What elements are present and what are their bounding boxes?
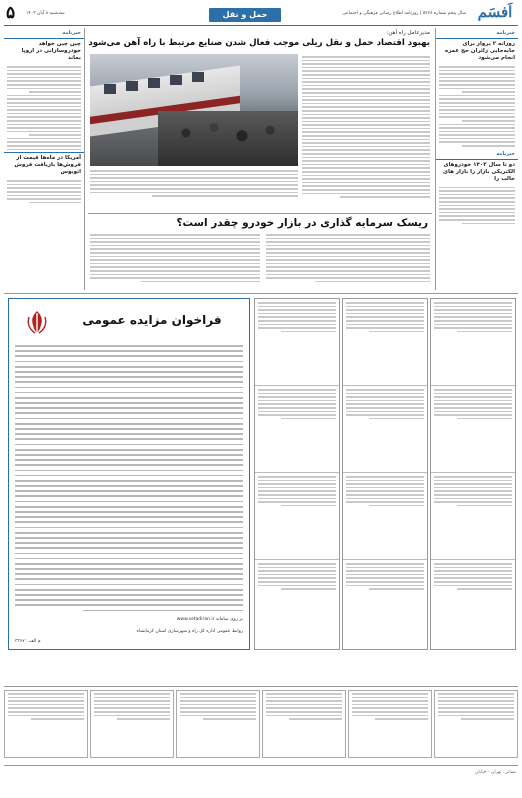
- second-headline: ریسک سرمایه گذاری در بازار خودرو چقدر است؟: [176, 217, 428, 229]
- bottom-rule: [4, 765, 518, 766]
- lead-body: [302, 56, 430, 200]
- right-column-kicker-2: خبرنامه: [436, 149, 518, 160]
- right-column-kicker: خبرنامه: [436, 28, 518, 39]
- crowd-image: [158, 111, 298, 166]
- footer-note: نشانی: تهران - خیابان: [475, 770, 516, 775]
- second-story-header: [88, 213, 432, 232]
- lead-photo: [90, 54, 298, 166]
- footer-ad-2: [90, 690, 174, 758]
- footer-ads: [4, 686, 518, 761]
- issue-date: سه‌شنبه ۸ آبان ۱۴۰۳: [26, 11, 65, 16]
- lead-headline: بهبود اقتصاد حمل و نقل ریلی موجب فعال شدن صنایع مرتبط با راه آهن می‌شود: [88, 38, 430, 48]
- notice-footer: روابط عمومی اداره کل راه و شهرسازی استان کرمانشاه: [136, 629, 243, 634]
- footer-ad-5: [348, 690, 432, 758]
- masthead: [4, 3, 518, 26]
- newspaper-logo: اَفسَم: [477, 3, 513, 21]
- left-column-title-2: آمریکا در ماه‌ها قیمت از فروش‌ها بازیافت فروش اتوبوس: [4, 152, 84, 178]
- left-column-body-2: [7, 180, 81, 203]
- right-column-title: روزانه ۲ پرواز برای جابه‌جایی زائران حج عمره انجام می‌شود: [445, 41, 515, 61]
- left-column-body: [7, 66, 81, 150]
- right-news-column: [435, 28, 518, 290]
- ad-column-2: [342, 298, 428, 650]
- footer-ad-3: [176, 690, 260, 758]
- notice-title: فراخوان مزایده عمومی: [82, 313, 222, 327]
- right-column-body-2: [439, 187, 515, 225]
- left-column-kicker: خبرنامه: [4, 28, 84, 39]
- left-news-column: [4, 28, 85, 290]
- lead-body-under-photo: [90, 170, 298, 199]
- footer-ad-6: [434, 690, 518, 758]
- ad-column-1: [254, 298, 340, 650]
- auction-notice: [8, 298, 250, 650]
- right-column-title-2: دو تا سال ۱۴۰۳ خودروهای الکتریکی بازار را بازار های جالب را: [443, 161, 515, 182]
- section-title: حمل و نقل: [209, 8, 281, 22]
- ad-column-3: [430, 298, 516, 650]
- lead-kicker: مدیرعامل راه آهن:: [386, 30, 430, 36]
- page-number: ۵: [6, 3, 16, 23]
- right-column-body: [439, 66, 515, 147]
- iran-emblem-icon: [19, 307, 55, 337]
- notice-url: بر روی سامانه www.setadiran.ir: [176, 617, 243, 622]
- notice-body: [15, 345, 243, 615]
- second-story-body: [88, 232, 432, 290]
- left-column-title: چین چین خواهد خودروسازانی در اروپا بماند: [21, 41, 81, 61]
- footer-ad-4: [262, 690, 346, 758]
- footer-ad-1: [4, 690, 88, 758]
- issue-info: سال پنجم شماره ۵۲۶۸ | روزنامه اطلاع رسانی فرهنگی و اجتماعی: [342, 11, 466, 16]
- notice-code: م الف : ۳۳۶۷: [15, 639, 41, 644]
